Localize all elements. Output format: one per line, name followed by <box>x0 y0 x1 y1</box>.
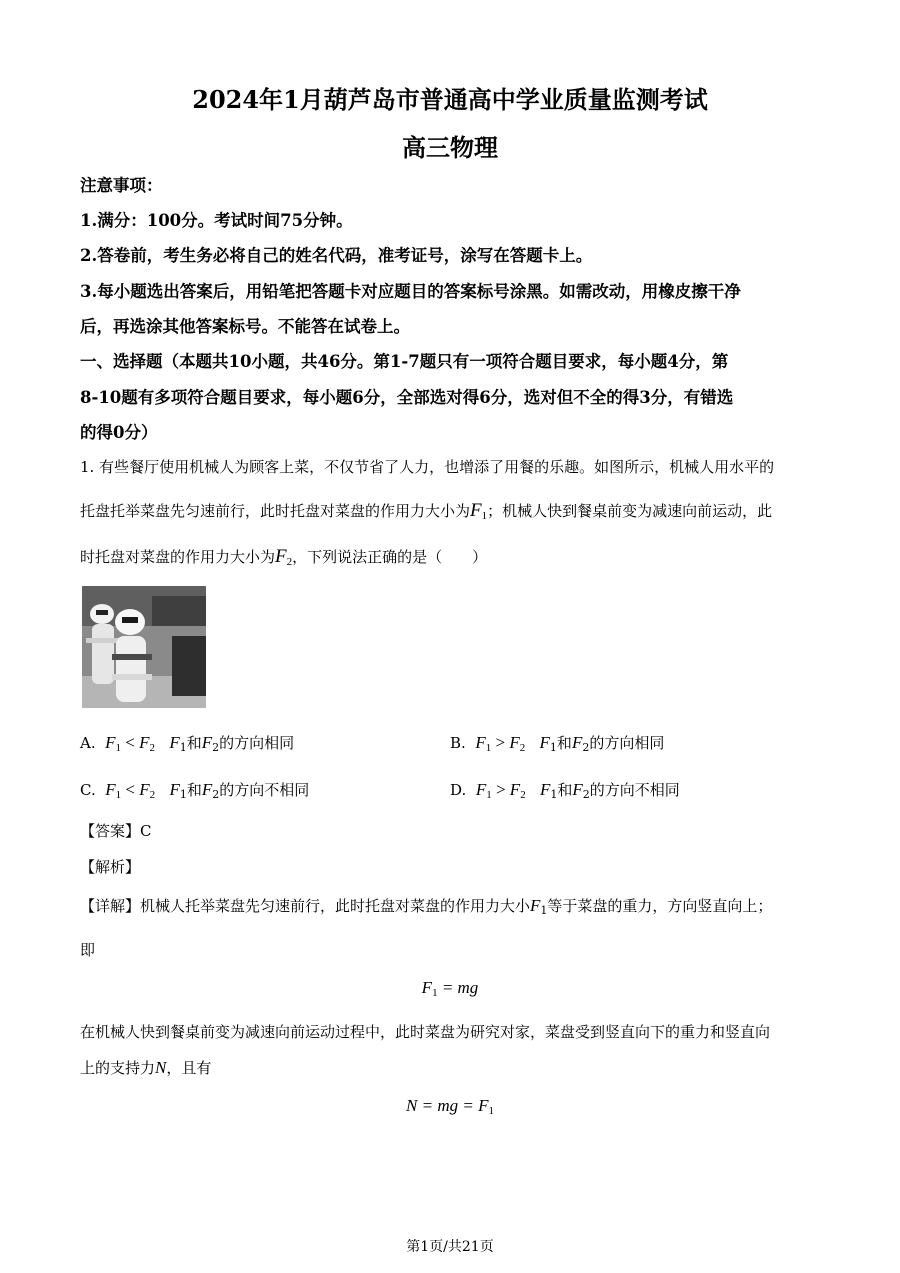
option-b-label: B. <box>450 734 466 752</box>
option-a[interactable] <box>80 732 294 754</box>
force-symbol: F <box>530 896 541 915</box>
analysis-label: 【解析】 <box>80 858 141 876</box>
force-subscript: 2 <box>520 789 526 801</box>
question-1-line-1: 1. 有些餐厅使用机械人为顾客上菜，不仅节省了人力，也增添了用餐的乐趣。如图所示，机械人用水平的 <box>80 458 775 476</box>
equation-1 <box>0 978 900 999</box>
force-symbol: F <box>478 1096 489 1115</box>
force-symbol: F <box>572 780 583 799</box>
relation-symbol: < <box>125 733 135 752</box>
question-1-line-2-text-a: 托盘托举菜盘先匀速前行，此时托盘对菜盘的作用力大小为 <box>80 502 471 520</box>
option-d[interactable] <box>450 779 680 801</box>
force-symbol: F <box>201 733 213 752</box>
force-subscript: 2 <box>582 788 590 801</box>
force-subscript: 1 <box>115 742 122 754</box>
section-heading-line-1: 一、选择题（本题共10小题，共46分。第1-7题只有一项符合题目要求，每小题4分，第 <box>80 352 729 371</box>
option-c-label: C. <box>80 781 96 799</box>
force-subscript: 1 <box>179 788 187 801</box>
force-symbol: F <box>139 780 150 799</box>
para-2-line-2 <box>80 1057 825 1078</box>
page-number: 第1页/共21页 <box>406 1239 494 1255</box>
notice-item-1: 1.满分：100分。考试时间75分钟。 <box>80 211 353 230</box>
option-d-text: 的方向不相同 <box>589 781 680 799</box>
force-symbol: F <box>470 500 482 521</box>
equation-2-mid: = mg = <box>417 1096 479 1115</box>
option-c-formula <box>105 780 155 799</box>
force-symbol: F <box>201 780 213 799</box>
force-symbol: F <box>509 733 520 752</box>
option-c-text: 的方向不相同 <box>219 781 310 799</box>
force-symbol: F <box>571 733 583 752</box>
option-d-label: D. <box>450 781 467 799</box>
notice-item-2: 2.答卷前，考生务必将自己的姓名代码，准考证号，涂写在答题卡上。 <box>80 246 593 265</box>
normal-force-symbol: N <box>406 1096 418 1115</box>
force-symbol: F <box>169 733 180 752</box>
force-subscript: 1 <box>179 741 187 754</box>
question-1-line-2-text-b: ；机械人快到餐桌前变为减速向前运动，此 <box>487 502 773 520</box>
equation-1-rhs: = mg <box>441 978 479 997</box>
force-symbol: F <box>475 733 486 752</box>
normal-force-symbol: N <box>155 1058 167 1077</box>
force-f1 <box>470 500 487 521</box>
force-subscript: 2 <box>286 556 293 568</box>
force-symbol: F <box>275 546 287 567</box>
notice-item-3-line-1: 3.每小题选出答案后，用铅笔把答题卡对应题目的答案标号涂黑。如需改动，用橡皮擦干净 <box>80 282 741 301</box>
option-c[interactable] <box>80 779 309 801</box>
option-b[interactable] <box>450 732 664 754</box>
section-heading-line-2: 8-10题有多项符合题目要求，每小题6分，全部选对得6分，选对但不全的得3分，有错选 <box>80 388 734 407</box>
question-1-line-3-text-a: 时托盘对菜盘的作用力大小为 <box>80 548 276 566</box>
option-b-formula <box>475 733 525 752</box>
force-f2 <box>275 546 292 567</box>
relation-symbol: > <box>495 780 506 799</box>
detail-text-b: 等于菜盘的重力，方向竖直向上； <box>547 897 773 915</box>
option-d-and: 和 <box>557 781 573 799</box>
force-symbol: F <box>139 733 150 752</box>
detail-text-a: 【详解】机械人托举菜盘先匀速前行，此时托盘对菜盘的作用力大小 <box>80 897 531 915</box>
force-symbol: F <box>475 780 487 799</box>
option-d-formula <box>476 780 526 799</box>
force-subscript: 1 <box>485 742 492 754</box>
detail-line-2: 即 <box>80 941 96 959</box>
option-b-text: 的方向相同 <box>589 734 665 752</box>
force-symbol: F <box>105 780 116 799</box>
notice-heading: 注意事项： <box>80 176 163 195</box>
force-subscript: 1 <box>540 904 548 917</box>
relation-symbol: > <box>495 733 506 752</box>
force-subscript: 1 <box>549 741 557 754</box>
section-heading-line-3: 的得0分） <box>80 423 158 442</box>
force-symbol: F <box>540 780 551 799</box>
relation-symbol: < <box>125 780 135 799</box>
force-subscript: 2 <box>519 742 526 754</box>
question-1-line-3-text-b: ，下列说法正确的是（ ） <box>292 548 488 566</box>
answer-label: 【答案】C <box>80 822 152 840</box>
force-subscript: 2 <box>212 788 220 801</box>
force-subscript: 2 <box>149 742 156 754</box>
force-subscript: 1 <box>115 789 122 801</box>
detail-line-1 <box>80 895 825 917</box>
force-symbol: F <box>169 780 180 799</box>
question-1-line-2 <box>80 500 825 522</box>
force-subscript: 1 <box>550 788 558 801</box>
force-symbol: F <box>105 733 116 752</box>
force-symbol: F <box>539 733 550 752</box>
para-2-text-b: ，且有 <box>166 1059 212 1077</box>
exam-title: 2024年1月葫芦岛市普通高中学业质量监测考试 <box>192 85 708 114</box>
force-symbol: F <box>509 780 521 799</box>
option-a-formula <box>105 733 155 752</box>
force-subscript: 1 <box>488 1105 494 1117</box>
force-subscript: 1 <box>432 987 438 999</box>
force-symbol: F <box>421 978 433 997</box>
notice-item-3-line-2: 后，再选涂其他答案标号。不能答在试卷上。 <box>80 317 410 336</box>
force-subscript: 1 <box>486 789 492 801</box>
robot-waiter-photo <box>82 586 206 708</box>
option-a-and: 和 <box>186 734 202 752</box>
force-subscript: 2 <box>582 741 590 754</box>
option-a-text: 的方向相同 <box>219 734 295 752</box>
equation-2 <box>0 1096 900 1117</box>
force-subscript: 2 <box>212 741 220 754</box>
photo-furniture <box>172 636 206 696</box>
question-1-line-3 <box>80 546 825 568</box>
option-b-and: 和 <box>556 734 572 752</box>
force-subscript: 1 <box>481 510 488 522</box>
option-c-and: 和 <box>186 781 202 799</box>
force-subscript: 2 <box>149 789 156 801</box>
para-2-text-a: 上的支持力 <box>80 1059 156 1077</box>
exam-subject: 高三物理 <box>402 133 498 162</box>
option-a-label: A. <box>80 734 96 752</box>
para-2-line-1: 在机械人快到餐桌前变为减速向前运动过程中，此时菜盘为研究对家，菜盘受到竖直向下的重力和竖直向 <box>80 1023 771 1041</box>
photo-people <box>152 596 206 626</box>
